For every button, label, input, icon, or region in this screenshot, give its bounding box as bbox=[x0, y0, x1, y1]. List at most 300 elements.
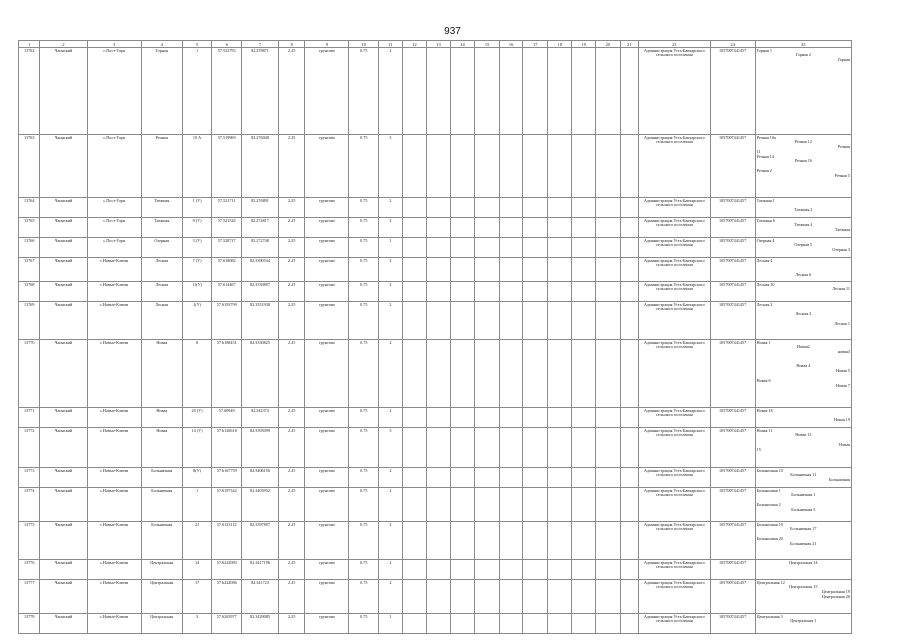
address-line: Озерная 4 bbox=[756, 237, 775, 243]
empty-cell bbox=[450, 302, 475, 340]
empty-cell bbox=[596, 302, 621, 340]
table-row bbox=[19, 302, 852, 340]
count-cell: 2 bbox=[379, 302, 403, 340]
longitude-cell: 82.3390544 bbox=[242, 258, 279, 282]
empty-cell bbox=[572, 468, 596, 488]
row-id-cell: 13763 bbox=[19, 135, 40, 198]
empty-cell bbox=[450, 258, 475, 282]
empty-cell bbox=[499, 48, 523, 135]
empty-cell bbox=[572, 488, 596, 522]
empty-cell bbox=[572, 580, 596, 614]
settlement-cell: с.Новые-Ключи bbox=[87, 340, 141, 408]
surface-cell: грунтово bbox=[305, 468, 349, 488]
latitude-cell: 57.618082 bbox=[212, 258, 242, 282]
empty-cell bbox=[596, 468, 621, 488]
addresses-cell bbox=[755, 218, 851, 238]
area-cell: 0.75 bbox=[349, 135, 379, 198]
inn-cell: 1057007441457 bbox=[710, 258, 755, 282]
empty-cell bbox=[402, 340, 427, 408]
empty-cell bbox=[523, 198, 548, 218]
empty-cell bbox=[620, 282, 638, 302]
header-cell: 10 bbox=[349, 41, 379, 48]
address-line: Центральная 20 bbox=[821, 593, 850, 599]
empty-cell bbox=[572, 522, 596, 560]
empty-cell bbox=[523, 282, 548, 302]
address-line: Лесная 4 bbox=[756, 257, 773, 263]
header-cell: 1 bbox=[19, 41, 40, 48]
address-line: Речная 12 bbox=[794, 139, 812, 145]
address-line: Больничная 1 bbox=[756, 487, 781, 493]
row-id-cell: 13768 bbox=[19, 282, 40, 302]
empty-cell bbox=[547, 408, 572, 428]
empty-cell bbox=[523, 238, 548, 258]
latitude-cell: 57.614467 bbox=[212, 282, 242, 302]
empty-cell bbox=[450, 522, 475, 560]
addresses-cell bbox=[755, 522, 851, 560]
area-cell: 0.75 bbox=[349, 614, 379, 634]
address-line: Новая bbox=[839, 441, 850, 447]
area-cell: 0.75 bbox=[349, 560, 379, 580]
registry-table bbox=[18, 40, 852, 634]
address-line: Больничная 20 bbox=[756, 535, 783, 541]
address-line: Лесная 1 bbox=[834, 320, 850, 326]
inn-cell: 1057007441457 bbox=[710, 468, 755, 488]
area-cell: 0.75 bbox=[349, 258, 379, 282]
count-cell: 3 bbox=[379, 428, 403, 468]
table-row bbox=[19, 282, 852, 302]
district-cell: Чаинский bbox=[40, 258, 87, 282]
administration-cell: Администрация Усть-Бакчарского сельского поселения bbox=[638, 522, 710, 560]
empty-cell bbox=[620, 135, 638, 198]
settlement-cell: с.Новые-Ключи bbox=[87, 408, 141, 428]
empty-cell bbox=[572, 560, 596, 580]
address-line: Новая 1 bbox=[756, 339, 771, 345]
address-line: Речная 5 bbox=[834, 172, 850, 178]
count-cell: 2 bbox=[379, 198, 403, 218]
header-cell: 4 bbox=[141, 41, 182, 48]
house-number-cell: 8 bbox=[182, 340, 212, 408]
empty-cell bbox=[427, 282, 451, 302]
count-cell: 2 bbox=[379, 580, 403, 614]
empty-cell bbox=[499, 198, 523, 218]
empty-cell bbox=[572, 302, 596, 340]
settlement-cell: с.Пост-Гори bbox=[87, 48, 141, 135]
address-line: Таежная 6 bbox=[756, 217, 775, 223]
count-cell: 2 bbox=[379, 488, 403, 522]
district-cell: Чаинский bbox=[40, 302, 87, 340]
empty-cell bbox=[427, 580, 451, 614]
house-number-cell: 3 (У) bbox=[182, 238, 212, 258]
header-cell: 23 bbox=[638, 41, 710, 48]
empty-cell bbox=[450, 48, 475, 135]
longitude-cell: 82.276891 bbox=[242, 198, 279, 218]
address-line: Больничная 10 bbox=[756, 467, 783, 473]
empty-cell bbox=[475, 428, 500, 468]
addresses-cell bbox=[755, 258, 851, 282]
administration-cell: Администрация Усть-Бакчарского сельского поселения bbox=[638, 198, 710, 218]
count-cell: 2 bbox=[379, 522, 403, 560]
address-line: Больничная bbox=[828, 477, 850, 483]
administration-cell: Администрация Усть-Бакчарского сельского поселения bbox=[638, 428, 710, 468]
address-line: Новая 19 bbox=[833, 417, 850, 423]
count-cell: 3 bbox=[379, 135, 403, 198]
empty-cell bbox=[620, 614, 638, 634]
longitude-cell: 82.3393099 bbox=[242, 428, 279, 468]
empty-cell bbox=[596, 258, 621, 282]
area-cell: 0.75 bbox=[349, 282, 379, 302]
empty-cell bbox=[620, 560, 638, 580]
address-line: Больничная 3 bbox=[791, 506, 816, 512]
street-cell: Центральная bbox=[141, 580, 182, 614]
row-id-cell: 13765 bbox=[19, 218, 40, 238]
empty-cell bbox=[620, 258, 638, 282]
table-row bbox=[19, 560, 852, 580]
address-line: Таежная 4 bbox=[794, 222, 813, 228]
width-cell: 2.25 bbox=[278, 340, 305, 408]
settlement-cell: с.Новые-Ключи bbox=[87, 560, 141, 580]
administration-cell: Администрация Усть-Бакчарского сельского поселения bbox=[638, 408, 710, 428]
latitude-cell: 57.6123112 bbox=[212, 522, 242, 560]
district-cell: Чаинский bbox=[40, 614, 87, 634]
empty-cell bbox=[475, 614, 500, 634]
row-id-cell: 13764 bbox=[19, 198, 40, 218]
row-id-cell: 13769 bbox=[19, 302, 40, 340]
surface-cell: грунтово bbox=[305, 614, 349, 634]
latitude-cell: 57.6167759 bbox=[212, 468, 242, 488]
empty-cell bbox=[523, 302, 548, 340]
longitude-cell: 82.3417196 bbox=[242, 560, 279, 580]
longitude-cell: 82.3429085 bbox=[242, 614, 279, 634]
street-cell: Больничная bbox=[141, 468, 182, 488]
width-cell: 2.25 bbox=[278, 560, 305, 580]
empty-cell bbox=[450, 560, 475, 580]
longitude-cell: 82.3403952 bbox=[242, 488, 279, 522]
empty-cell bbox=[620, 48, 638, 135]
empty-cell bbox=[450, 218, 475, 238]
empty-cell bbox=[596, 614, 621, 634]
addresses-cell bbox=[755, 488, 851, 522]
width-cell: 2.25 bbox=[278, 468, 305, 488]
latitude-cell: 57.519969 bbox=[212, 135, 242, 198]
empty-cell bbox=[596, 560, 621, 580]
empty-cell bbox=[427, 488, 451, 522]
addresses-cell bbox=[755, 238, 851, 258]
header-cell: 16 bbox=[499, 41, 523, 48]
house-number-cell: 11(У) bbox=[182, 282, 212, 302]
empty-cell bbox=[547, 282, 572, 302]
empty-cell bbox=[523, 428, 548, 468]
addresses-cell bbox=[755, 408, 851, 428]
address-line: Центральная 3 bbox=[756, 613, 783, 619]
address-line: Новая 18 bbox=[756, 407, 773, 413]
district-cell: Чаинский bbox=[40, 218, 87, 238]
width-cell: 2.25 bbox=[278, 282, 305, 302]
header-cell: 14 bbox=[450, 41, 475, 48]
latitude-cell: 57.523793 bbox=[212, 48, 242, 135]
row-id-cell: 13777 bbox=[19, 580, 40, 614]
empty-cell bbox=[523, 340, 548, 408]
table-row bbox=[19, 488, 852, 522]
empty-cell bbox=[475, 488, 500, 522]
address-line: Горная 1 bbox=[756, 47, 773, 53]
header-cell: 25 bbox=[755, 41, 851, 48]
address-line: Речная 2 bbox=[756, 168, 772, 174]
width-cell: 2.25 bbox=[278, 522, 305, 560]
count-cell: 2 bbox=[379, 48, 403, 135]
inn-cell: 1057007441457 bbox=[710, 614, 755, 634]
empty-cell bbox=[572, 238, 596, 258]
surface-cell: грунтово bbox=[305, 340, 349, 408]
table-row bbox=[19, 198, 852, 218]
empty-cell bbox=[475, 198, 500, 218]
empty-cell bbox=[547, 580, 572, 614]
empty-cell bbox=[499, 488, 523, 522]
longitude-cell: 82.278871 bbox=[242, 48, 279, 135]
row-id-cell: 13767 bbox=[19, 258, 40, 282]
empty-cell bbox=[475, 135, 500, 198]
page-number: 937 bbox=[444, 26, 461, 37]
area-cell: 0.75 bbox=[349, 198, 379, 218]
empty-cell bbox=[450, 135, 475, 198]
inn-cell: 1057007441457 bbox=[710, 340, 755, 408]
empty-cell bbox=[547, 198, 572, 218]
address-line: Центральная 19 bbox=[821, 589, 850, 595]
row-id-cell: 13778 bbox=[19, 614, 40, 634]
empty-cell bbox=[450, 340, 475, 408]
count-cell: 2 bbox=[379, 218, 403, 238]
address-line: Центральная 12 bbox=[756, 579, 785, 585]
house-number-cell: 7 (У) bbox=[182, 258, 212, 282]
row-id-cell: 13772 bbox=[19, 428, 40, 468]
empty-cell bbox=[596, 135, 621, 198]
header-cell: 6 bbox=[212, 41, 242, 48]
empty-cell bbox=[499, 302, 523, 340]
empty-cell bbox=[475, 340, 500, 408]
empty-cell bbox=[572, 198, 596, 218]
addresses-cell bbox=[755, 198, 851, 218]
addresses-cell bbox=[755, 48, 851, 135]
empty-cell bbox=[427, 522, 451, 560]
empty-cell bbox=[572, 218, 596, 238]
empty-cell bbox=[596, 238, 621, 258]
empty-cell bbox=[596, 408, 621, 428]
longitude-cell: 82.341723 bbox=[242, 580, 279, 614]
street-cell: Новая bbox=[141, 428, 182, 468]
width-cell: 2.25 bbox=[278, 614, 305, 634]
width-cell: 2.25 bbox=[278, 135, 305, 198]
district-cell: Чаинский bbox=[40, 488, 87, 522]
latitude-cell: 57.6222083 bbox=[212, 560, 242, 580]
empty-cell bbox=[596, 428, 621, 468]
inn-cell: 1057007441457 bbox=[710, 218, 755, 238]
address-line: Новая 4 bbox=[796, 363, 811, 369]
width-cell: 2.25 bbox=[278, 428, 305, 468]
table-row bbox=[19, 238, 852, 258]
address-line: Речная 16 bbox=[794, 158, 812, 164]
empty-cell bbox=[402, 614, 427, 634]
width-cell: 2.25 bbox=[278, 580, 305, 614]
empty-cell bbox=[402, 560, 427, 580]
surface-cell: грунтово bbox=[305, 302, 349, 340]
district-cell: Чаинский bbox=[40, 340, 87, 408]
address-line: Больничная 17 bbox=[790, 526, 817, 532]
count-cell: 2 bbox=[379, 468, 403, 488]
empty-cell bbox=[402, 282, 427, 302]
surface-cell: грунтово bbox=[305, 48, 349, 135]
empty-cell bbox=[523, 258, 548, 282]
surface-cell: грунтово bbox=[305, 218, 349, 238]
empty-cell bbox=[450, 282, 475, 302]
inn-cell: 1057007441457 bbox=[710, 522, 755, 560]
empty-cell bbox=[475, 560, 500, 580]
table-row bbox=[19, 258, 852, 282]
empty-cell bbox=[427, 408, 451, 428]
inn-cell: 1057007441457 bbox=[710, 238, 755, 258]
address-line: Новая 5 bbox=[836, 368, 850, 374]
address-line: Новая 11 bbox=[756, 427, 773, 433]
street-cell: Речная bbox=[141, 135, 182, 198]
area-cell: 0.75 bbox=[349, 48, 379, 135]
surface-cell: грунтово bbox=[305, 282, 349, 302]
inn-cell: 1057007441457 bbox=[710, 198, 755, 218]
administration-cell: Администрация Усть-Бакчарского сельского поселения bbox=[638, 218, 710, 238]
empty-cell bbox=[402, 488, 427, 522]
row-id-cell: 13776 bbox=[19, 560, 40, 580]
empty-cell bbox=[523, 522, 548, 560]
empty-cell bbox=[547, 302, 572, 340]
empty-cell bbox=[620, 488, 638, 522]
address-line: Новая2 bbox=[796, 344, 810, 350]
address-line: Центральная 15 bbox=[789, 584, 818, 590]
header-cell: 17 bbox=[523, 41, 548, 48]
address-line: Лесная 10 bbox=[756, 281, 775, 287]
address-line: Больничная 19 bbox=[756, 521, 783, 527]
street-cell: Новая bbox=[141, 408, 182, 428]
addresses-cell bbox=[755, 340, 851, 408]
empty-cell bbox=[402, 302, 427, 340]
empty-cell bbox=[450, 614, 475, 634]
addresses-cell bbox=[755, 614, 851, 634]
administration-cell: Администрация Усть-Бакчарского сельского поселения bbox=[638, 135, 710, 198]
addresses-cell bbox=[755, 302, 851, 340]
header-cell: 8 bbox=[278, 41, 305, 48]
inn-cell: 1057007441457 bbox=[710, 135, 755, 198]
count-cell: 2 bbox=[379, 282, 403, 302]
width-cell: 2.25 bbox=[278, 238, 305, 258]
address-line: Центральная 1 bbox=[790, 618, 817, 624]
area-cell: 0.75 bbox=[349, 468, 379, 488]
row-id-cell: 13775 bbox=[19, 522, 40, 560]
empty-cell bbox=[475, 258, 500, 282]
street-cell: Лесная bbox=[141, 302, 182, 340]
area-cell: 0.75 bbox=[349, 428, 379, 468]
row-id-cell: 13762 bbox=[19, 48, 40, 135]
house-number-cell: 14 bbox=[182, 560, 212, 580]
area-cell: 0.75 bbox=[349, 238, 379, 258]
empty-cell bbox=[402, 408, 427, 428]
street-cell: Лесная bbox=[141, 258, 182, 282]
administration-cell: Администрация Усть-Бакчарского сельского поселения bbox=[638, 468, 710, 488]
district-cell: Чаинский bbox=[40, 580, 87, 614]
empty-cell bbox=[402, 48, 427, 135]
longitude-cell: 82.276048 bbox=[242, 135, 279, 198]
empty-cell bbox=[427, 468, 451, 488]
area-cell: 0.75 bbox=[349, 408, 379, 428]
district-cell: Чаинский bbox=[40, 282, 87, 302]
empty-cell bbox=[499, 258, 523, 282]
table-row bbox=[19, 218, 852, 238]
empty-cell bbox=[596, 198, 621, 218]
empty-cell bbox=[547, 488, 572, 522]
width-cell: 2.25 bbox=[278, 302, 305, 340]
width-cell: 2.25 bbox=[278, 198, 305, 218]
empty-cell bbox=[499, 135, 523, 198]
empty-cell bbox=[402, 580, 427, 614]
header-cell: 18 bbox=[547, 41, 572, 48]
header-cell: 15 bbox=[475, 41, 500, 48]
administration-cell: Администрация Усть-Бакчарского сельского поселения bbox=[638, 560, 710, 580]
empty-cell bbox=[547, 522, 572, 560]
empty-cell bbox=[402, 468, 427, 488]
surface-cell: грунтово bbox=[305, 135, 349, 198]
surface-cell: грунтово bbox=[305, 408, 349, 428]
area-cell: 0.75 bbox=[349, 488, 379, 522]
area-cell: 0.75 bbox=[349, 218, 379, 238]
address-line: Речная 10а bbox=[756, 134, 776, 140]
empty-cell bbox=[475, 302, 500, 340]
street-cell: Горная bbox=[141, 48, 182, 135]
row-id-cell: 13774 bbox=[19, 488, 40, 522]
header-cell: 7 bbox=[242, 41, 279, 48]
row-id-cell: 13773 bbox=[19, 468, 40, 488]
administration-cell: Администрация Усть-Бакчарского сельского поселения bbox=[638, 238, 710, 258]
address-line: Центральная 14 bbox=[789, 559, 818, 565]
longitude-cell: 82.274817 bbox=[242, 218, 279, 238]
settlement-cell: с.Пост-Гори bbox=[87, 218, 141, 238]
settlement-cell: с.Пост-Гори bbox=[87, 198, 141, 218]
header-cell: 12 bbox=[402, 41, 427, 48]
address-line: Таежная 1 bbox=[756, 197, 775, 203]
empty-cell bbox=[620, 522, 638, 560]
house-number-cell: 1 bbox=[182, 488, 212, 522]
surface-cell: грунтово bbox=[305, 428, 349, 468]
district-cell: Чаинский bbox=[40, 522, 87, 560]
empty-cell bbox=[547, 238, 572, 258]
empty-cell bbox=[596, 48, 621, 135]
table-row bbox=[19, 522, 852, 560]
empty-cell bbox=[499, 340, 523, 408]
address-line: Таежная 2 bbox=[794, 207, 813, 213]
empty-cell bbox=[523, 580, 548, 614]
surface-cell: грунтово bbox=[305, 560, 349, 580]
empty-cell bbox=[620, 468, 638, 488]
empty-cell bbox=[402, 258, 427, 282]
empty-cell bbox=[499, 282, 523, 302]
longitude-cell: 82.3406156 bbox=[242, 468, 279, 488]
address-line: Горная bbox=[837, 57, 850, 63]
street-cell: Лесная bbox=[141, 282, 182, 302]
district-cell: Чаинский bbox=[40, 48, 87, 135]
surface-cell: грунтово bbox=[305, 258, 349, 282]
width-cell: 2.25 bbox=[278, 488, 305, 522]
district-cell: Чаинский bbox=[40, 428, 87, 468]
empty-cell bbox=[475, 238, 500, 258]
latitude-cell: 57.6197342 bbox=[212, 488, 242, 522]
empty-cell bbox=[427, 428, 451, 468]
empty-cell bbox=[427, 302, 451, 340]
district-cell: Чаинский bbox=[40, 560, 87, 580]
empty-cell bbox=[572, 340, 596, 408]
